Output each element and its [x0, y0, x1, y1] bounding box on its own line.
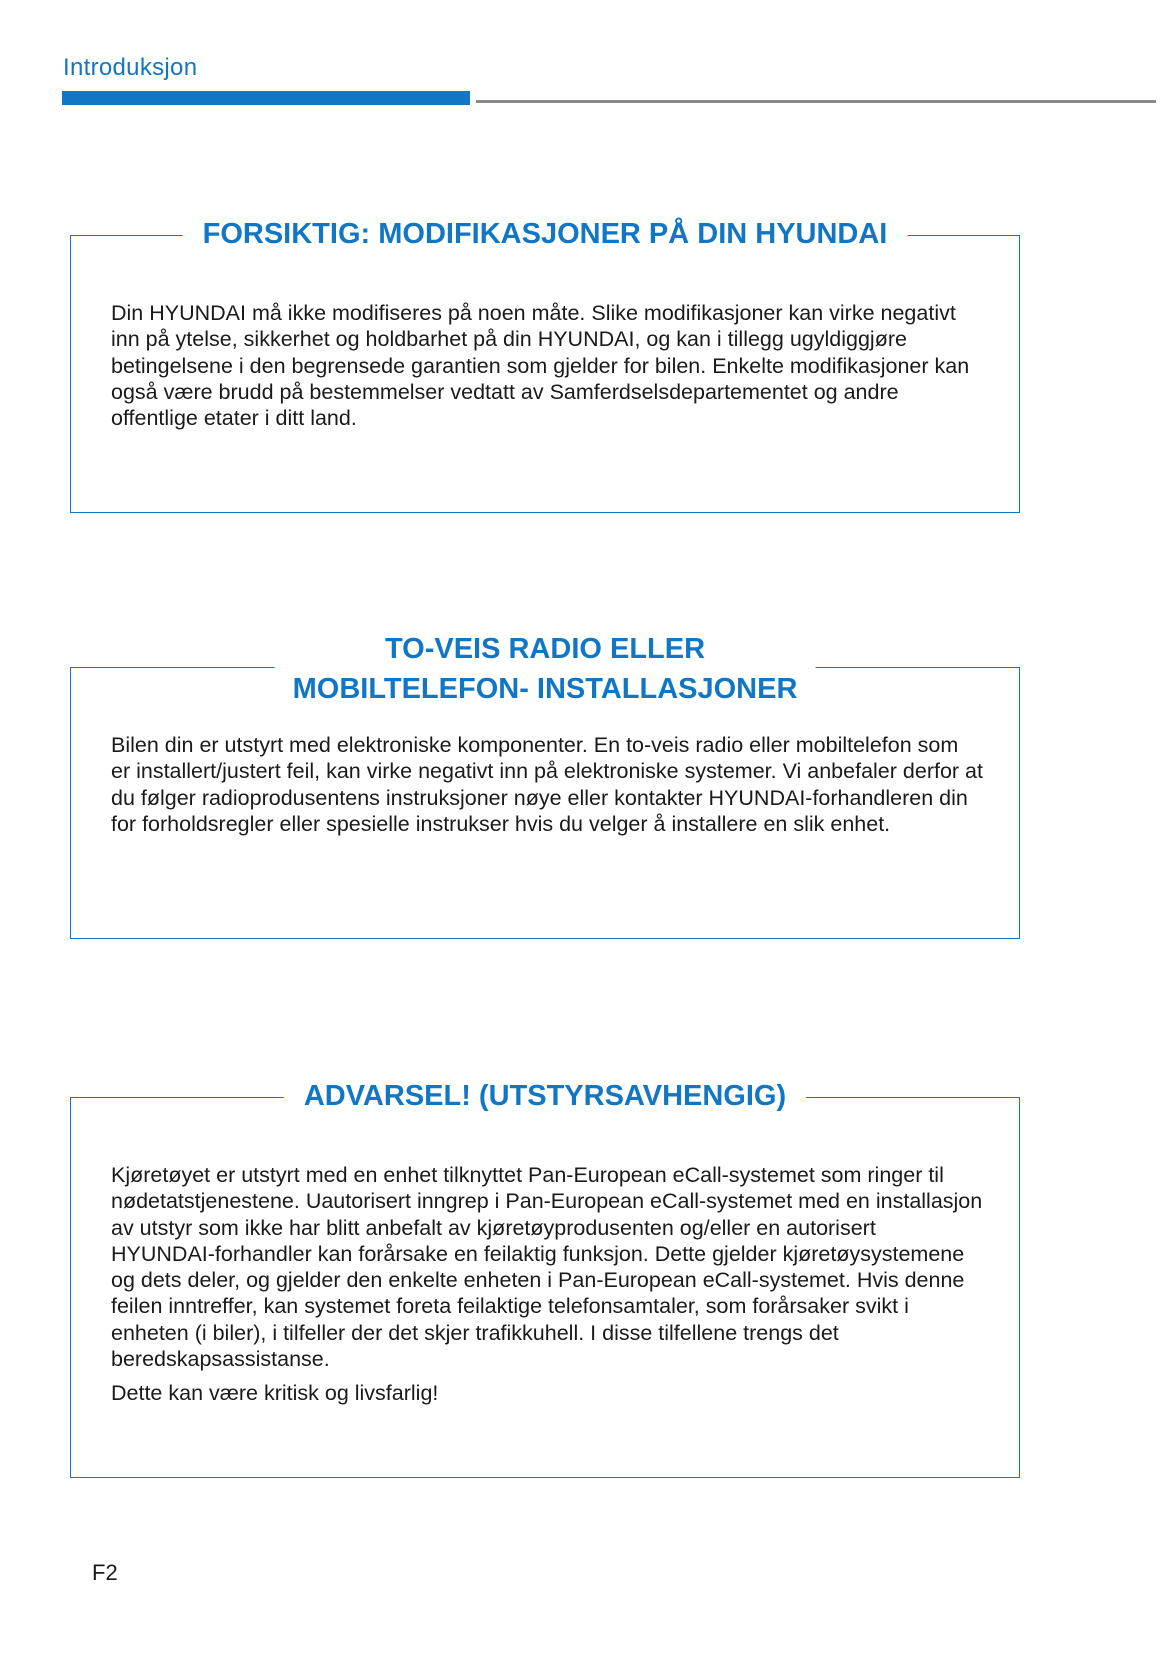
notice-title-line: TO-VEIS RADIO ELLER	[384, 633, 706, 665]
notice-title	[183, 214, 908, 254]
notice-title-line: ADVARSEL! (UTSTYRSAVHENGIG)	[303, 1080, 787, 1112]
section-label: Introduksjon	[63, 54, 198, 81]
header-rule	[476, 100, 1156, 103]
header-rule-accent	[62, 91, 470, 105]
notice-box-caution	[70, 218, 1020, 513]
notice-title-line: MOBILTELEFON- INSTALLASJONER	[292, 673, 798, 705]
notice-paragraph-emphasis: Dette kan være kritisk og livsfarlig!	[111, 1381, 439, 1406]
notice-body	[111, 300, 983, 431]
notice-title	[275, 629, 816, 709]
notice-title-line: FORSIKTIG: MODIFIKASJONER PÅ DIN HYUNDAI	[202, 218, 888, 250]
notice-body	[111, 1162, 983, 1407]
notice-paragraph: Din HYUNDAI må ikke modifiseres på noen måte. Slike modifikasjoner kan virke negativt inn på ytelse, sikkerhet og holdbarhet på din HYUNDAI, og kan i tillegg ugyldiggjøre betingelsene i den begrensede garantien som gjelder for bilen. Enkelte modifikasjoner kan også være brudd på bestemmelser vedtatt av Samferdselsdepartementet og andre offentlige etater i ditt land.	[111, 301, 970, 431]
notice-paragraph: Bilen din er utstyrt med elektroniske komponenter. En to-veis radio eller mobiltelefon som er installert/justert feil, kan virke negativt inn på elektroniske systemer. Vi anbefaler derfor at du følger radioprodusentens instruksjoner nøye eller kontakter HYUNDAI-forhandleren din for forholdsregler eller spesielle instrukser hvis du velger å installere en slik enhet.	[111, 733, 983, 836]
page-number: F2	[92, 1560, 118, 1585]
notice-box-radio	[70, 633, 1020, 939]
notice-body	[111, 732, 983, 837]
notice-title	[284, 1076, 806, 1116]
notice-paragraph: Kjøretøyet er utstyrt med en enhet tilknyttet Pan-European eCall-systemet som ringer til nødetatstjenestene. Uautorisert inngrep i Pan-European eCall-systemet med en installasjon av utstyr som ikke har blitt anbefalt av kjøretøyprodusenten og/eller en autorisert HYUNDAI-forhandler kan forårsake en feilaktig funksjon. Dette gjelder kjøretøysystemene og dets deler, og gjelder den enkelte enheten i Pan-European eCall-systemet. Hvis denne feilen inntreffer, kan systemet foreta feilaktige telefonsamtaler, som forårsaker svikt i enheten (i biler), i tilfeller der det skjer trafikkuhell. I disse tilfellene trengs det beredskapsassistanse.	[111, 1163, 983, 1372]
notice-box-warning	[70, 1080, 1020, 1478]
